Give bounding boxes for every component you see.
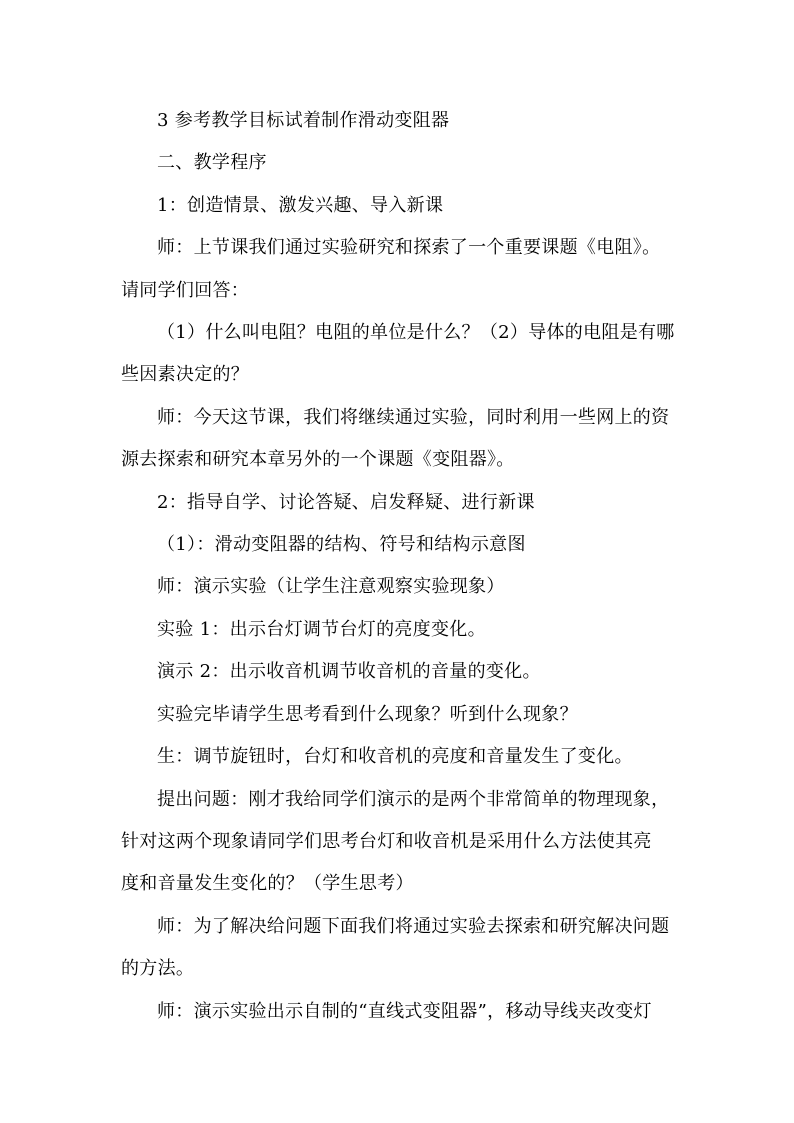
text-line: 师：演示实验（让学生注意观察实验现象）	[157, 576, 505, 598]
text-line: （1）：滑动变阻器的结构、符号和结构示意图	[157, 534, 526, 556]
text-line: 实验 1：出示台灯调节台灯的亮度变化。	[157, 618, 486, 640]
text-line: 实验完毕请学生思考看到什么现象？听到什么现象？	[157, 703, 578, 725]
text-line: 提出问题：刚才我给同学们演示的是两个非常简单的物理现象，	[157, 788, 670, 810]
text-line: 源去探索和研究本章另外的一个课题《变阻器》。	[121, 449, 515, 471]
subsection-heading: 1：创造情景、激发兴趣、导入新课	[157, 194, 444, 216]
text-line: 师：演示实验出示自制的“直线式变阻器”，移动导线夹改变灯	[157, 1000, 652, 1022]
section-heading: 二、教学程序	[157, 152, 267, 174]
text-line: 3 参考教学目标试着制作滑动变阻器	[157, 110, 450, 131]
text-line: 的方法。	[121, 958, 195, 980]
text-line: 演示 2：出示收音机调节收音机的音量的变化。	[157, 661, 541, 683]
text-line: 师：上节课我们通过实验研究和探索了一个重要课题《电阻》。	[157, 237, 661, 259]
text-line: 度和音量发生变化的？（学生思考）	[121, 873, 414, 895]
text-line: 针对这两个现象请同学们思考台灯和收音机是采用什么方法使其亮	[121, 830, 652, 852]
subsection-heading: 2：指导自学、讨论答疑、启发释疑、进行新课	[157, 491, 535, 513]
text-line: 请同学们回答：	[121, 279, 250, 301]
text-line: 些因素决定的？	[121, 364, 250, 386]
text-line: 师：今天这节课，我们将继续通过实验，同时利用一些网上的资	[157, 406, 670, 428]
text-line: （1）什么叫电阻？电阻的单位是什么？（2）导体的电阻是有哪	[157, 322, 675, 344]
text-line: 师：为了解决给问题下面我们将通过实验去探索和研究解决问题	[157, 915, 670, 937]
document-body	[121, 100, 681, 1033]
text-line: 生：调节旋钮时，台灯和收音机的亮度和音量发生了变化。	[157, 746, 633, 768]
